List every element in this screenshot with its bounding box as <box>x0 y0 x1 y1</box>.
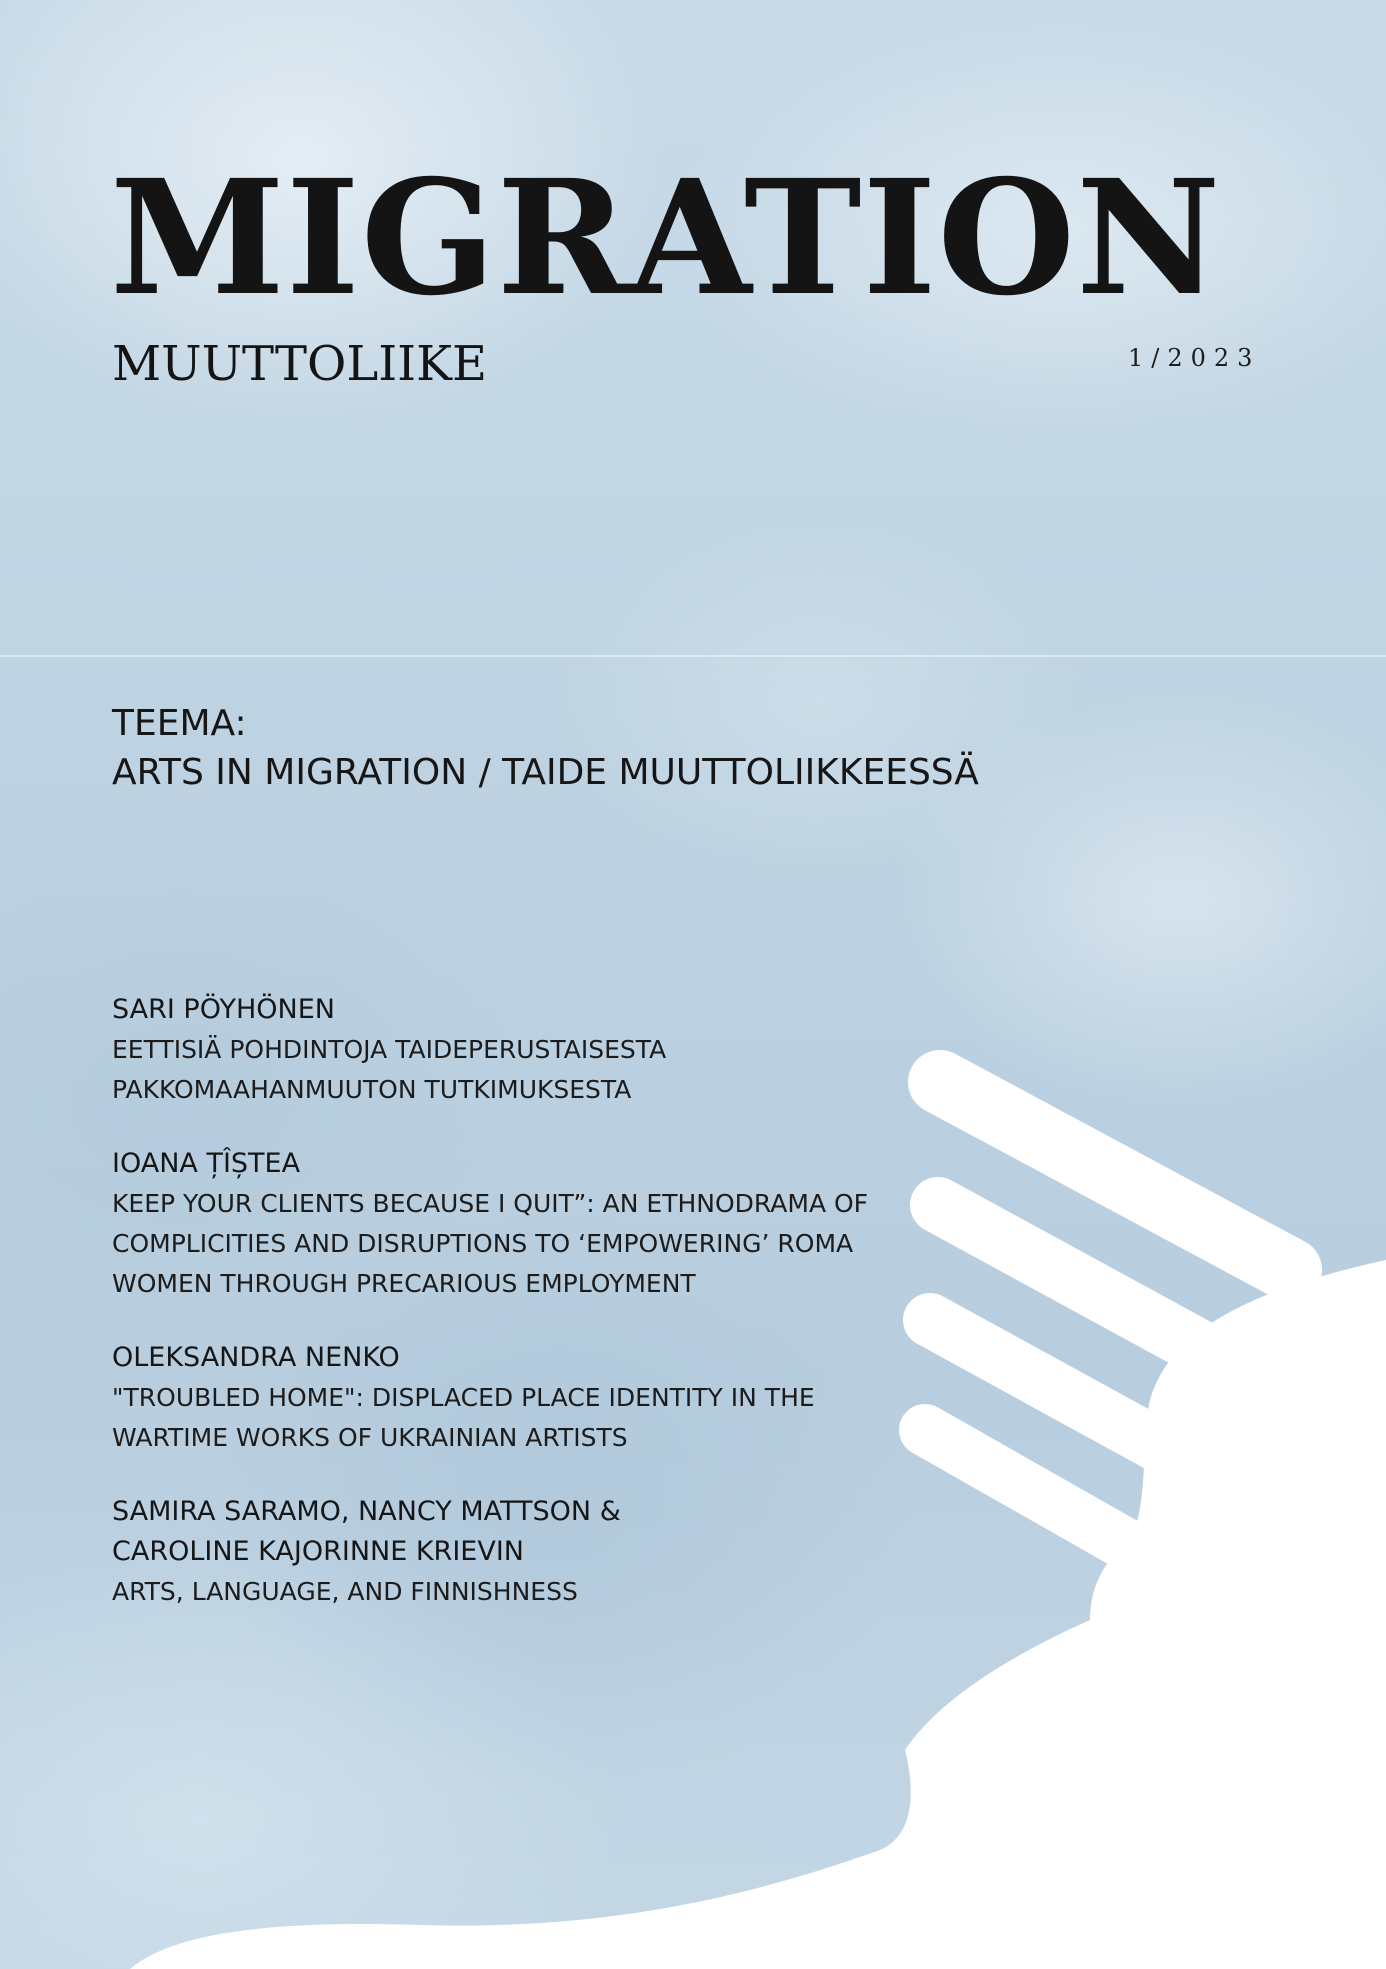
article-item <box>112 1492 912 1612</box>
article-author: IOANA ȚÎȘTEA <box>112 1148 301 1179</box>
article-title: KEEP YOUR CLIENTS BECAUSE I QUIT”: AN ETHNODRAMA OF <box>112 1189 869 1218</box>
article-author: SARI PÖYHÖNEN <box>112 994 335 1025</box>
article-author: SAMIRA SARAMO, NANCY MATTSON & <box>112 1496 621 1527</box>
article-title: WOMEN THROUGH PRECARIOUS EMPLOYMENT <box>112 1269 696 1298</box>
issue-number: 1/2023 <box>1128 344 1261 372</box>
article-item <box>112 1338 912 1458</box>
theme-label: TEEMA: <box>112 703 247 744</box>
magazine-subtitle: MUUTTOLIIKE <box>112 336 488 392</box>
article-title: WARTIME WORKS OF UKRAINIAN ARTISTS <box>112 1423 628 1452</box>
article-title: COMPLICITIES AND DISRUPTIONS TO ‘EMPOWERING’ ROMA <box>112 1229 854 1258</box>
article-title: EETTISIÄ POHDINTOJA TAIDEPERUSTAISESTA <box>112 1035 667 1064</box>
magazine-title: MIGRATION <box>110 146 1222 331</box>
article-title: "TROUBLED HOME": DISPLACED PLACE IDENTITY IN THE <box>112 1383 815 1412</box>
article-author: OLEKSANDRA NENKO <box>112 1342 400 1373</box>
theme-title: ARTS IN MIGRATION / TAIDE MUUTTOLIIKKEESSÄ <box>112 752 979 793</box>
article-title: ARTS, LANGUAGE, AND FINNISHNESS <box>112 1577 578 1606</box>
article-title: PAKKOMAAHANMUUTON TUTKIMUKSESTA <box>112 1075 632 1104</box>
article-list <box>112 990 912 1646</box>
article-item <box>112 1144 912 1304</box>
article-author: CAROLINE KAJORINNE KRIEVIN <box>112 1536 524 1567</box>
article-item <box>112 990 912 1110</box>
